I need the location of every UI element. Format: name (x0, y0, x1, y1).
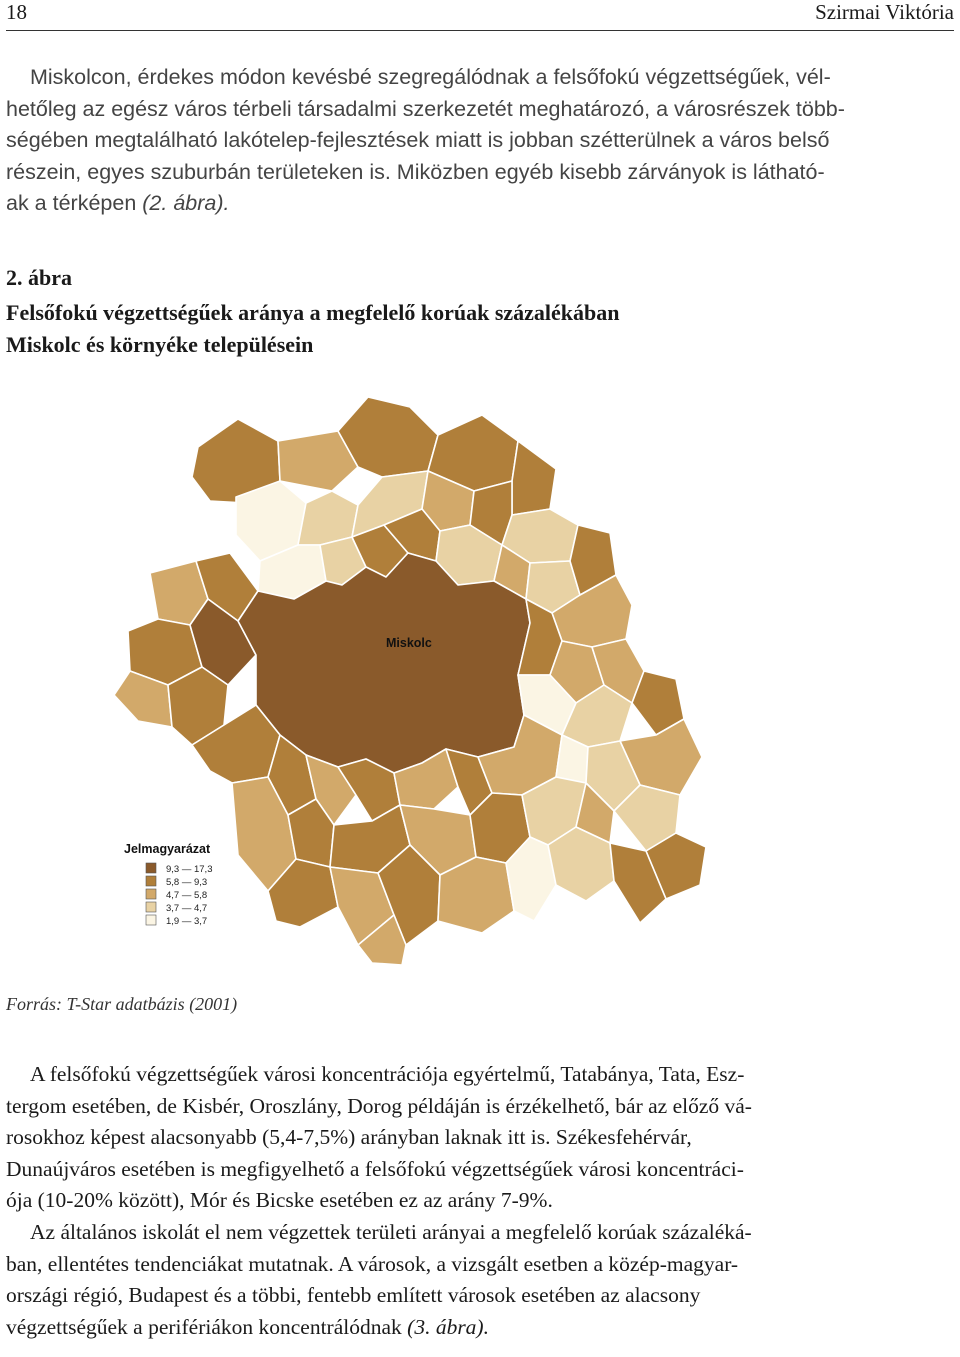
page-number: 18 (6, 0, 27, 24)
legend-swatch (146, 863, 156, 873)
legend-label: 1,9 — 3,7 (166, 916, 208, 927)
page-header (6, 0, 954, 31)
choropleth-map (110, 385, 830, 975)
map-legend (146, 863, 212, 927)
body-paragraph-1 (6, 1059, 954, 1217)
body-line: ója (10-20% között), Mór és Bicske esetében ez az arány 7-9%. (6, 1188, 553, 1212)
figure-title-line: Felsőfokú végzettségűek aránya a megfelelő korúak százalékában (6, 300, 620, 325)
figure-reference: (3. ábra). (407, 1314, 489, 1339)
legend-title: Jelmagyarázat (124, 842, 211, 856)
legend-swatch (146, 902, 156, 912)
figure-title (6, 297, 620, 361)
figure-reference: (2. ábra). (142, 191, 230, 215)
legend-swatch (146, 915, 156, 925)
figure-source: Forrás: T-Star adatbázis (2001) (6, 994, 238, 1014)
legend-label: 4,7 — 5,8 (166, 890, 208, 901)
map-region (298, 491, 358, 545)
body-line: Az általános iskolát el nem végzettek területi arányai a megfelelő korúak százaléká- (30, 1220, 752, 1244)
map-label-miskolc: Miskolc (386, 636, 432, 650)
body-line: országi régió, Budapest és a többi, fentebb említett városok esetében az alacsony (6, 1283, 701, 1307)
body-line: ban, ellentétes tendenciákat mutatnak. A városok, a vizsgált esetben a közép-magyar- (6, 1251, 739, 1276)
body-line: A felsőfokú végzettségűek városi koncentrációja egyértelmű, Tatabánya, Tata, Esz- (30, 1062, 745, 1086)
intro-line: Miskolcon, érdekes módon kevésbé szegregálódnak a felsőfokú végzettségűek, vél- (30, 65, 831, 89)
body-paragraph-2 (6, 1217, 954, 1343)
legend-swatch (146, 876, 156, 886)
intro-line: hetőleg az egész város térbeli társadalmi szerkezetét meghatározó, a városrészek több- (6, 96, 845, 121)
intro-line: ségében megtalálható lakótelep-fejlesztések miatt is jobban szétterülnek a város belső (6, 128, 830, 152)
legend-swatch (146, 889, 156, 899)
body-line-last: végzettségűek a perifériákon koncentrálódnak (3. ábra). (6, 1314, 489, 1339)
intro-line-last: ak a térképen (2. ábra). (6, 191, 230, 215)
running-author: Szirmai Viktória (815, 0, 954, 24)
legend-label: 5,8 — 9,3 (166, 877, 208, 888)
map-region (512, 441, 556, 515)
intro-line: részein, egyes szuburbán területeken is. Miközben egyéb kisebb zárványok is látható- (6, 159, 825, 184)
legend-label: 9,3 — 17,3 (166, 864, 213, 875)
intro-paragraph (6, 62, 954, 220)
legend-label: 3,7 — 4,7 (166, 903, 208, 914)
body-line: tergom esetében, de Kisbér, Oroszlány, Dorog példáján is érzékelhető, bár az előző vá- (6, 1093, 752, 1118)
body-line: Dunaújváros esetében is megfigyelhető a felsőfokú végzettségűek városi koncentráci- (6, 1156, 744, 1181)
figure-title-line: Miskolc és környéke településein (6, 332, 314, 357)
body-line: rosokhoz képest alacsonyabb (5,4-7,5%) arányban laknak itt is. Székesfehérvár, (6, 1125, 692, 1149)
figure-number: 2. ábra (6, 265, 72, 290)
